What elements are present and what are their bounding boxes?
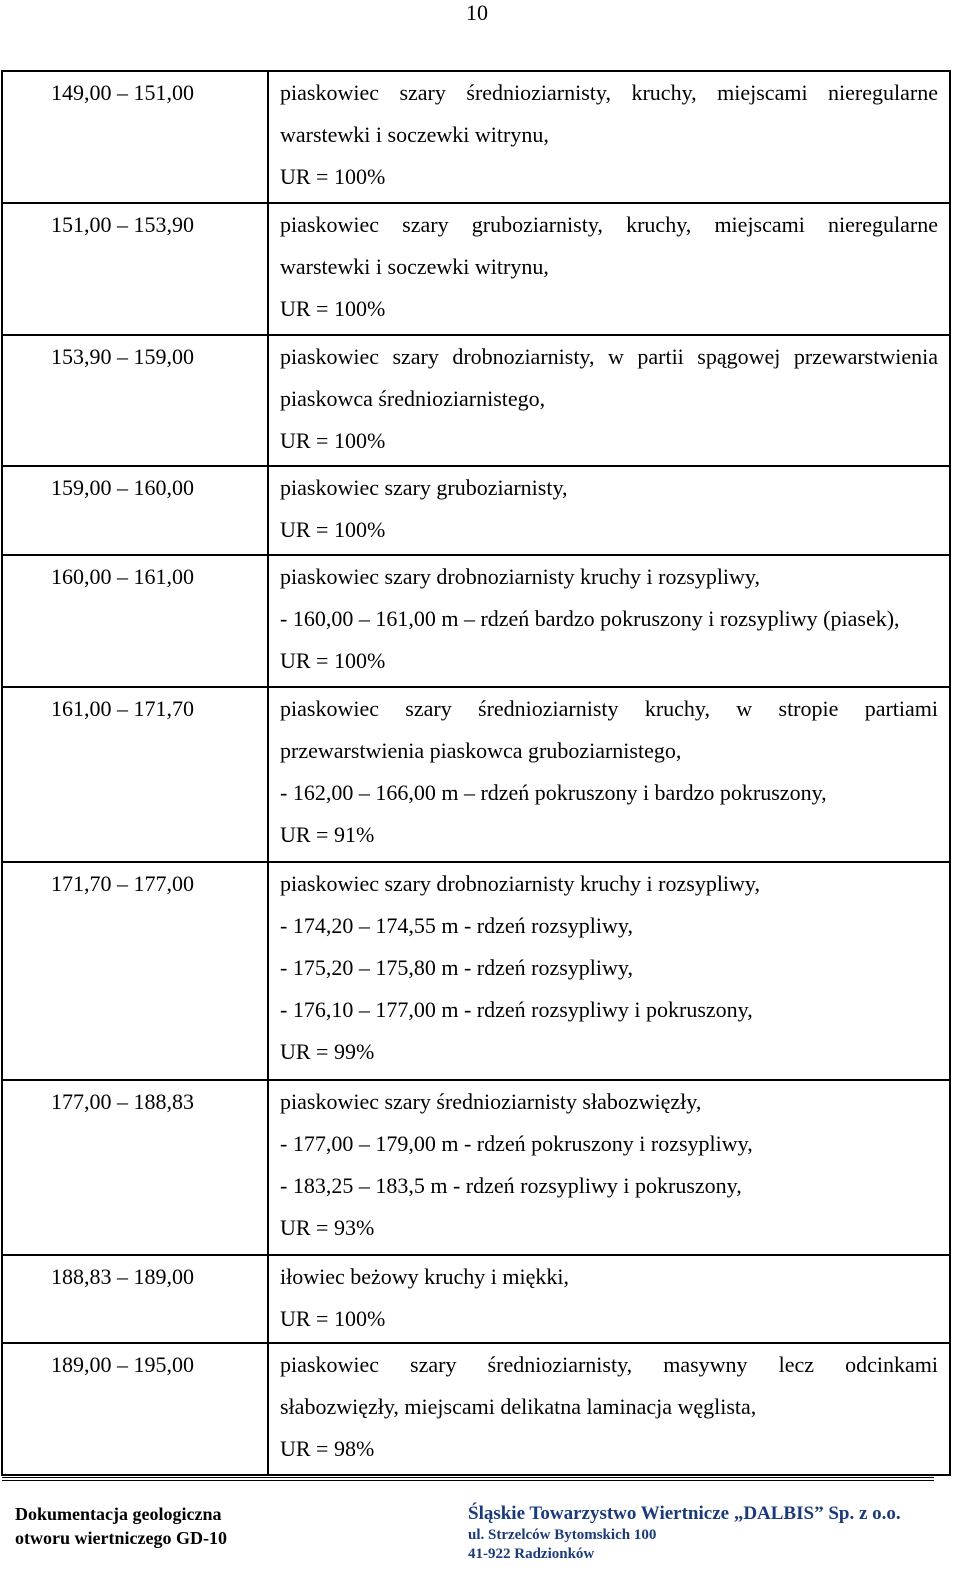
depth-interval-cell: 153,90 – 159,00 [2, 335, 268, 467]
footer-address-street: ul. Strzelców Bytomskich 100 [468, 1527, 657, 1543]
description-cell [268, 1080, 950, 1255]
footer-document-line-1: Dokumentacja geologiczna [15, 1504, 222, 1524]
description-line: warstewki i soczewki witrynu, [280, 122, 549, 147]
description-line: - 174,20 – 174,55 m - rdzeń rozsypliwy, [280, 912, 633, 938]
description-line: - 162,00 – 166,00 m – rdzeń pokruszony i bardzo pokruszony, [280, 779, 827, 805]
description-line: UR = 91% [280, 821, 375, 847]
footer-document-line-2: otworu wiertniczego GD-10 [15, 1528, 227, 1548]
description-line: przewarstwienia piaskowca gruboziarnistego, [280, 737, 682, 763]
description-line: piaskowiec szary średnioziarnisty, masywny lecz odcinkami [280, 1352, 938, 1378]
depth-interval-cell: 171,70 – 177,00 [2, 862, 268, 1080]
borehole-log-body [2, 71, 950, 1475]
description-line: piaskowiec szary drobnoziarnisty kruchy i rozsypliwy, [280, 563, 761, 589]
log-row [2, 71, 950, 203]
depth-interval-cell: 151,00 – 153,90 [2, 203, 268, 335]
description-line: UR = 98% [280, 1436, 375, 1462]
description-line: piaskowiec szary drobnoziarnisty, w partii spągowej przewarstwienia [280, 343, 938, 369]
description-line: UR = 99% [280, 1038, 375, 1064]
description-line: - 175,20 – 175,80 m - rdzeń rozsypliwy, [280, 954, 633, 980]
footer-company-name: Śląskie Towarzystwo Wiertnicze „DALBIS” Sp. z o.o. [468, 1503, 901, 1524]
log-row [2, 203, 950, 335]
depth-interval-cell: 159,00 – 160,00 [2, 466, 268, 555]
depth-interval-cell: 189,00 – 195,00 [2, 1343, 268, 1475]
description-line: UR = 93% [280, 1214, 375, 1240]
description-line: warstewki i soczewki witrynu, [280, 253, 549, 279]
description-line: UR = 100% [280, 295, 386, 321]
footer-address-city: 41-922 Radzionków [468, 1546, 595, 1562]
log-row [2, 555, 950, 687]
description-cell [268, 555, 950, 687]
borehole-log-table [1, 70, 951, 1476]
description-line: UR = 100% [280, 517, 386, 543]
footer-rule-bottom [2, 1480, 934, 1481]
log-row [2, 335, 950, 467]
description-line: - 177,00 – 179,00 m - rdzeń pokruszony i rozsypliwy, [280, 1130, 753, 1156]
depth-interval-cell: 160,00 – 161,00 [2, 555, 268, 687]
description-line: UR = 100% [280, 164, 386, 189]
depth-interval-cell: 188,83 – 189,00 [2, 1255, 268, 1344]
description-cell [268, 203, 950, 335]
footer-document-title [15, 1502, 227, 1550]
description-line: - 176,10 – 177,00 m - rdzeń rozsypliwy i pokruszony, [280, 996, 753, 1022]
description-line: słabozwięzły, miejscami delikatna laminacja węglista, [280, 1394, 757, 1420]
description-cell [268, 862, 950, 1080]
description-cell [268, 466, 950, 555]
log-row [2, 862, 950, 1080]
log-row [2, 466, 950, 555]
footer-company-block [468, 1502, 901, 1564]
description-line: UR = 100% [280, 1305, 386, 1331]
description-cell [268, 687, 950, 862]
description-cell [268, 335, 950, 467]
depth-interval-cell: 149,00 – 151,00 [2, 71, 268, 203]
description-line: - 160,00 – 161,00 m – rdzeń bardzo pokruszony i rozsypliwy (piasek), [280, 605, 900, 631]
log-row [2, 1080, 950, 1255]
log-row [2, 1343, 950, 1475]
depth-interval-cell: 177,00 – 188,83 [2, 1080, 268, 1255]
description-line: piaskowiec szary średnioziarnisty, kruchy, miejscami nieregularne [280, 80, 938, 105]
log-row [2, 687, 950, 862]
description-line: piaskowca średnioziarnistego, [280, 385, 546, 411]
description-cell [268, 1255, 950, 1344]
footer-rule-top [2, 1477, 934, 1478]
log-row [2, 1255, 950, 1344]
description-line: piaskowiec szary średnioziarnisty słabozwięzły, [280, 1088, 702, 1114]
description-cell [268, 71, 950, 203]
description-line: UR = 100% [280, 427, 386, 453]
description-line: - 183,25 – 183,5 m - rdzeń rozsypliwy i pokruszony, [280, 1172, 742, 1198]
description-line: UR = 100% [280, 647, 386, 673]
description-line: iłowiec beżowy kruchy i miękki, [280, 1263, 569, 1289]
description-line: piaskowiec szary gruboziarnisty, [280, 475, 568, 501]
page-number: 10 [466, 0, 488, 25]
description-line: piaskowiec szary średnioziarnisty kruchy, w stropie partiami [280, 695, 938, 721]
description-line: piaskowiec szary gruboziarnisty, kruchy, miejscami nieregularne [280, 211, 938, 237]
depth-interval-cell: 161,00 – 171,70 [2, 687, 268, 862]
description-line: piaskowiec szary drobnoziarnisty kruchy i rozsypliwy, [280, 870, 761, 896]
description-cell [268, 1343, 950, 1475]
